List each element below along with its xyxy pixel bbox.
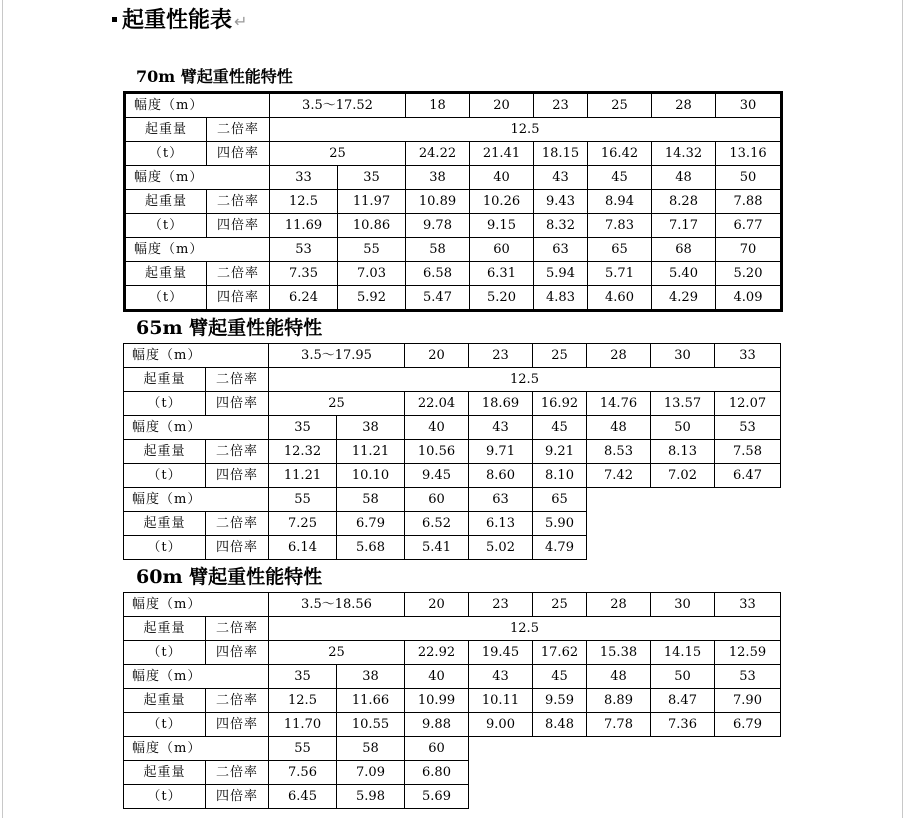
document-title-text: 起重性能表 [122,8,233,33]
double-rate-value: 6.58 [406,262,470,286]
quad-rate-value: 17.62 [533,641,587,665]
amplitude-cell: 30 [651,593,715,617]
blank-cell [533,761,587,785]
amplitude-cell: 48 [587,665,651,689]
amplitude-cell: 55 [269,488,337,512]
amplitude-label: 幅度（m） [125,166,270,190]
quad-rate-value: 6.79 [715,713,781,737]
amplitude-label: 幅度（m） [124,593,269,617]
quad-rate-value: 5.92 [338,286,406,311]
lift-weight-label: 起重量 [124,512,206,536]
amplitude-cell: 38 [337,416,405,440]
amplitude-cell: 33 [715,344,781,368]
blank-cell [715,785,781,809]
double-rate-value: 9.59 [533,689,587,713]
page-edge-right [902,0,903,818]
blank-cell [469,785,533,809]
amplitude-row [124,665,781,689]
quad-rate-value: 7.02 [651,464,715,488]
amplitude-cell: 53 [715,665,781,689]
quad-rate-value: 9.78 [406,214,470,238]
quad-rate-value: 21.41 [470,142,534,166]
amplitude-row [124,593,781,617]
quad-rate-value: 6.45 [269,785,337,809]
double-rate-row [124,761,781,785]
quad-rate-value: 14.76 [587,392,651,416]
double-rate-value: 11.21 [337,440,405,464]
amplitude-cell: 65 [588,238,652,262]
quad-rate-value: 9.00 [469,713,533,737]
amplitude-cell: 25 [588,93,652,118]
double-rate-row [124,368,781,392]
double-rate-value: 10.89 [406,190,470,214]
quad-rate-value: 14.15 [651,641,715,665]
double-rate-label: 二倍率 [206,440,269,464]
double-rate-value: 5.90 [533,512,587,536]
double-rate-value: 7.56 [269,761,337,785]
unit-label: （t） [124,641,206,665]
amplitude-row [125,93,782,118]
double-rate-row [124,440,781,464]
blank-cell [469,761,533,785]
quad-rate-value: 5.69 [405,785,469,809]
quad-rate-value: 10.86 [338,214,406,238]
quad-rate-value: 5.47 [406,286,470,311]
lift-weight-label: 起重量 [124,689,206,713]
double-rate-value: 10.56 [405,440,469,464]
quad-rate-value: 8.10 [533,464,587,488]
amplitude-cell: 45 [588,166,652,190]
amplitude-cell: 25 [533,344,587,368]
quad-rate-row [124,392,781,416]
blank-cell [715,737,781,761]
quad-rate-value: 22.92 [405,641,469,665]
amplitude-cell: 50 [716,166,782,190]
double-rate-label: 二倍率 [206,512,269,536]
blank-cell [715,761,781,785]
amplitude-cell: 38 [406,166,470,190]
page-edge-left [2,0,3,818]
quad-rate-label: 四倍率 [206,536,269,560]
amplitude-cell: 33 [270,166,338,190]
double-rate-label: 二倍率 [206,617,269,641]
quad-rate-value: 12.59 [715,641,781,665]
amplitude-cell: 18 [406,93,470,118]
bullet-marker [112,17,117,22]
quad-rate-value: 15.38 [587,641,651,665]
blank-cell [587,761,651,785]
quad-rate-value: 25 [269,641,405,665]
double-rate-value: 7.25 [269,512,337,536]
double-rate-value: 9.21 [533,440,587,464]
amplitude-cell: 60 [405,488,469,512]
double-rate-merged-value: 12.5 [270,118,782,142]
quad-rate-value: 13.16 [716,142,782,166]
blank-cell [587,488,651,512]
double-rate-value: 6.80 [405,761,469,785]
double-rate-value: 12.5 [269,689,337,713]
lift-weight-label: 起重量 [125,262,207,286]
amplitude-label: 幅度（m） [124,737,269,761]
double-rate-value: 7.88 [716,190,782,214]
double-rate-value: 8.47 [651,689,715,713]
amplitude-cell: 58 [406,238,470,262]
blank-cell [715,512,781,536]
amplitude-cell: 55 [269,737,337,761]
amplitude-cell: 63 [469,488,533,512]
quad-rate-row [125,142,782,166]
double-rate-value: 6.52 [405,512,469,536]
amplitude-cell: 28 [652,93,716,118]
amplitude-cell: 58 [337,488,405,512]
double-rate-value: 10.99 [405,689,469,713]
quad-rate-value: 11.70 [269,713,337,737]
quad-rate-label: 四倍率 [206,713,269,737]
quad-rate-row [125,286,782,311]
document-title [112,6,247,36]
amplitude-label: 幅度（m） [125,238,270,262]
amplitude-cell: 3.5～18.56 [269,593,405,617]
quad-rate-value: 25 [269,392,405,416]
amplitude-cell: 23 [534,93,588,118]
amplitude-row [124,416,781,440]
double-rate-label: 二倍率 [206,761,269,785]
amplitude-cell: 43 [469,416,533,440]
double-rate-value: 12.5 [270,190,338,214]
quad-rate-value: 8.32 [534,214,588,238]
amplitude-cell: 48 [652,166,716,190]
amplitude-cell: 23 [469,344,533,368]
blank-cell [651,488,715,512]
quad-rate-value: 7.83 [588,214,652,238]
amplitude-label: 幅度（m） [124,488,269,512]
amplitude-row [124,737,781,761]
quad-rate-value: 13.57 [651,392,715,416]
blank-cell [587,737,651,761]
amplitude-row [124,488,781,512]
amplitude-cell: 30 [651,344,715,368]
quad-rate-row [125,214,782,238]
lift-weight-label: 起重量 [124,617,206,641]
quad-rate-value: 11.69 [270,214,338,238]
quad-rate-value: 5.41 [405,536,469,560]
amplitude-label: 幅度（m） [124,344,269,368]
quad-rate-value: 6.24 [270,286,338,311]
double-rate-value: 11.66 [337,689,405,713]
amplitude-row [125,166,782,190]
blank-cell [715,488,781,512]
blank-cell [651,785,715,809]
amplitude-cell: 43 [534,166,588,190]
amplitude-label: 幅度（m） [124,665,269,689]
double-rate-row [124,689,781,713]
section-title-60m: 60m 臂起重性能特性 [136,566,323,588]
amplitude-cell: 3.5～17.52 [270,93,406,118]
double-rate-value: 6.31 [470,262,534,286]
quad-rate-row [124,785,781,809]
quad-rate-label: 四倍率 [206,785,269,809]
double-rate-value: 8.94 [588,190,652,214]
blank-cell [587,512,651,536]
amplitude-cell: 53 [270,238,338,262]
quad-rate-value: 4.83 [534,286,588,311]
double-rate-value: 9.43 [534,190,588,214]
quad-rate-label: 四倍率 [206,464,269,488]
unit-label: （t） [125,142,207,166]
amplitude-row [124,344,781,368]
double-rate-value: 9.71 [469,440,533,464]
quad-rate-value: 7.36 [651,713,715,737]
double-rate-value: 7.03 [338,262,406,286]
quad-rate-value: 4.09 [716,286,782,311]
quad-rate-value: 10.10 [337,464,405,488]
amplitude-label: 幅度（m） [125,93,270,118]
double-rate-value: 12.32 [269,440,337,464]
quad-rate-value: 5.02 [469,536,533,560]
quad-rate-value: 7.42 [587,464,651,488]
double-rate-label: 二倍率 [206,368,269,392]
blank-cell [651,512,715,536]
quad-rate-row [124,536,781,560]
unit-label: （t） [125,286,207,311]
unit-label: （t） [124,464,206,488]
amplitude-cell: 70 [716,238,782,262]
double-rate-value: 5.40 [652,262,716,286]
quad-rate-value: 19.45 [469,641,533,665]
amplitude-cell: 60 [405,737,469,761]
quad-rate-value: 5.98 [337,785,405,809]
amplitude-cell: 68 [652,238,716,262]
quad-rate-value: 6.77 [716,214,782,238]
quad-rate-value: 4.79 [533,536,587,560]
unit-label: （t） [124,713,206,737]
amplitude-cell: 33 [715,593,781,617]
quad-rate-label: 四倍率 [206,392,269,416]
quad-rate-value: 18.69 [469,392,533,416]
quad-rate-label: 四倍率 [207,214,270,238]
quad-rate-value: 12.07 [715,392,781,416]
double-rate-row [125,262,782,286]
blank-cell [587,785,651,809]
double-rate-value: 8.28 [652,190,716,214]
double-rate-value: 5.71 [588,262,652,286]
lift-weight-label: 起重量 [124,761,206,785]
double-rate-value: 7.90 [715,689,781,713]
double-rate-value: 7.09 [337,761,405,785]
unit-label: （t） [124,536,206,560]
blank-cell [715,536,781,560]
table-65m [123,343,781,560]
amplitude-cell: 35 [269,416,337,440]
double-rate-value: 8.89 [587,689,651,713]
amplitude-label: 幅度（m） [124,416,269,440]
quad-rate-value: 4.29 [652,286,716,311]
amplitude-cell: 48 [587,416,651,440]
double-rate-value: 6.13 [469,512,533,536]
quad-rate-value: 5.20 [470,286,534,311]
blank-cell [469,737,533,761]
quad-rate-value: 16.92 [533,392,587,416]
double-rate-row [124,617,781,641]
double-rate-value: 8.13 [651,440,715,464]
amplitude-cell: 43 [469,665,533,689]
amplitude-cell: 23 [469,593,533,617]
double-rate-label: 二倍率 [207,262,270,286]
double-rate-value: 6.79 [337,512,405,536]
amplitude-cell: 38 [337,665,405,689]
lift-weight-label: 起重量 [124,440,206,464]
quad-rate-value: 18.15 [534,142,588,166]
amplitude-cell: 40 [405,416,469,440]
quad-rate-value: 10.55 [337,713,405,737]
double-rate-value: 7.35 [270,262,338,286]
blank-cell [651,761,715,785]
blank-cell [651,737,715,761]
quad-rate-value: 25 [270,142,406,166]
quad-rate-value: 7.78 [587,713,651,737]
double-rate-value: 5.94 [534,262,588,286]
quad-rate-value: 22.04 [405,392,469,416]
section-title-65m: 65m 臂起重性能特性 [136,317,323,339]
quad-rate-value: 8.60 [469,464,533,488]
quad-rate-value: 9.88 [405,713,469,737]
amplitude-cell: 30 [716,93,782,118]
double-rate-row [124,512,781,536]
blank-cell [533,785,587,809]
quad-rate-value: 6.47 [715,464,781,488]
quad-rate-value: 8.48 [533,713,587,737]
amplitude-cell: 3.5～17.95 [269,344,405,368]
quad-rate-value: 7.17 [652,214,716,238]
double-rate-value: 7.58 [715,440,781,464]
double-rate-value: 10.26 [470,190,534,214]
amplitude-cell: 20 [405,593,469,617]
quad-rate-row [124,641,781,665]
unit-label: （t） [125,214,207,238]
quad-rate-value: 16.42 [588,142,652,166]
amplitude-cell: 28 [587,344,651,368]
amplitude-cell: 53 [715,416,781,440]
lift-weight-label: 起重量 [124,368,206,392]
quad-rate-label: 四倍率 [206,641,269,665]
double-rate-label: 二倍率 [206,689,269,713]
amplitude-cell: 65 [533,488,587,512]
quad-rate-row [124,464,781,488]
amplitude-cell: 35 [338,166,406,190]
amplitude-cell: 45 [533,665,587,689]
blank-cell [533,737,587,761]
amplitude-cell: 25 [533,593,587,617]
double-rate-label: 二倍率 [207,118,270,142]
amplitude-cell: 63 [534,238,588,262]
double-rate-label: 二倍率 [207,190,270,214]
amplitude-cell: 58 [337,737,405,761]
lift-weight-label: 起重量 [125,190,207,214]
table-60m [123,592,781,809]
double-rate-row [125,190,782,214]
quad-rate-value: 14.32 [652,142,716,166]
quad-rate-row [124,713,781,737]
table-70m [123,91,783,312]
double-rate-value: 10.11 [469,689,533,713]
amplitude-cell: 28 [587,593,651,617]
amplitude-cell: 40 [470,166,534,190]
paragraph-mark-icon: ↵ [234,12,248,31]
quad-rate-value: 5.68 [337,536,405,560]
double-rate-value: 5.20 [716,262,782,286]
amplitude-cell: 55 [338,238,406,262]
double-rate-merged-value: 12.5 [269,368,781,392]
amplitude-cell: 20 [405,344,469,368]
amplitude-cell: 20 [470,93,534,118]
amplitude-cell: 50 [651,665,715,689]
amplitude-row [125,238,782,262]
quad-rate-value: 11.21 [269,464,337,488]
lift-weight-label: 起重量 [125,118,207,142]
blank-cell [587,536,651,560]
unit-label: （t） [124,392,206,416]
double-rate-merged-value: 12.5 [269,617,781,641]
double-rate-value: 8.53 [587,440,651,464]
quad-rate-label: 四倍率 [207,142,270,166]
quad-rate-label: 四倍率 [207,286,270,311]
quad-rate-value: 9.45 [405,464,469,488]
blank-cell [651,536,715,560]
unit-label: （t） [124,785,206,809]
quad-rate-value: 24.22 [406,142,470,166]
amplitude-cell: 50 [651,416,715,440]
quad-rate-value: 4.60 [588,286,652,311]
double-rate-row [125,118,782,142]
quad-rate-value: 6.14 [269,536,337,560]
amplitude-cell: 45 [533,416,587,440]
amplitude-cell: 60 [470,238,534,262]
section-title-70m: 70m 臂起重性能特性 [136,67,293,86]
quad-rate-value: 9.15 [470,214,534,238]
double-rate-value: 11.97 [338,190,406,214]
amplitude-cell: 40 [405,665,469,689]
amplitude-cell: 35 [269,665,337,689]
